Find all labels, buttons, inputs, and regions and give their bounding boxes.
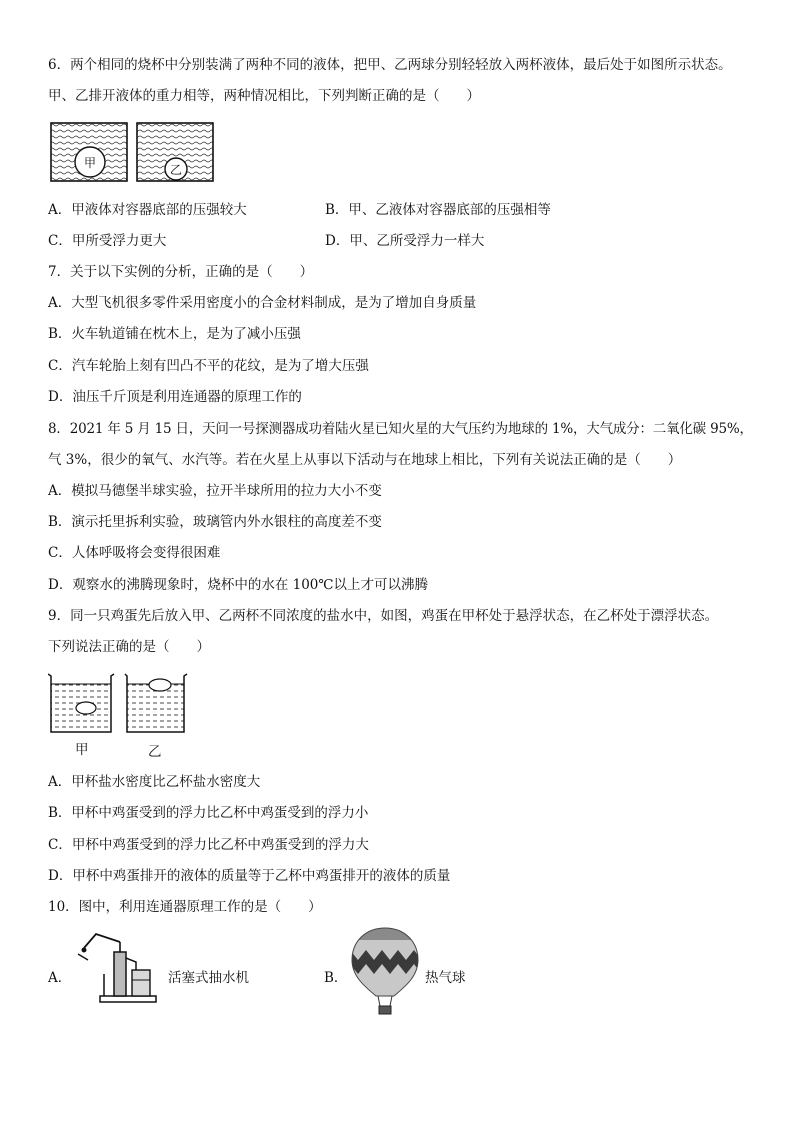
q7-stem: 7．关于以下实例的分析，正确的是（ ） <box>48 264 314 280</box>
q8-option-d: D．观察水的沸腾现象时，烧杯中的水在 100℃以上才可以沸腾 <box>48 577 428 593</box>
q6-beaker-figure <box>50 122 216 184</box>
q9-option-d: D．甲杯中鸡蛋排开的液体的质量等于乙杯中鸡蛋排开的液体的质量 <box>48 868 451 884</box>
q9-stem-line1: 9．同一只鸡蛋先后放入甲、乙两杯不同浓度的盐水中，如图，鸡蛋在甲杯处于悬浮状态，在乙杯处于漂浮状态。 <box>48 608 719 624</box>
q6-label-yi: 乙 <box>170 163 183 177</box>
q7-option-c: C．汽车轮胎上刻有凹凸不平的花纹，是为了增大压强 <box>48 358 369 374</box>
q8-option-c: C．人体呼吸将会变得很困难 <box>48 545 221 561</box>
q9-label-jia: 甲 <box>75 742 89 758</box>
q8-stem-line1: 8．2021 年 5 月 15 日，天问一号探测器成功着陆火星已知火星的大气压约为地球的 1%，大气成分：二氧化碳 95%， <box>48 421 753 437</box>
q10-stem: 10．图中，利用连通器原理工作的是（ ） <box>48 899 322 915</box>
q9-option-a: A．甲杯盐水密度比乙杯盐水密度大 <box>48 774 261 790</box>
q6-option-c: C．甲所受浮力更大 <box>48 233 167 249</box>
q6-stem-line2: 甲、乙排开液体的重力相等，两种情况相比，下列判断正确的是（ ） <box>48 88 480 104</box>
q10-option-a-letter: A． <box>48 970 72 986</box>
q7-option-b: B．火车轨道铺在枕木上，是为了减小压强 <box>48 326 301 342</box>
q6-stem-line1: 6．两个相同的烧杯中分别装满了两种不同的液体，把甲、乙两球分别轻轻放入两杯液体，最后处于如图所示状态。 <box>48 57 732 73</box>
q7-option-a: A．大型飞机很多零件采用密度小的合金材料制成，是为了增加自身质量 <box>48 295 477 311</box>
cup-yi <box>125 674 187 732</box>
cup-jia <box>48 674 114 732</box>
beaker-jia <box>51 123 127 181</box>
q6-option-d: D．甲、乙所受浮力一样大 <box>325 233 485 249</box>
q10-option-b-letter: B． <box>324 970 348 986</box>
q9-option-c: C．甲杯中鸡蛋受到的浮力比乙杯中鸡蛋受到的浮力大 <box>48 837 369 853</box>
q9-cup-figure <box>48 670 188 736</box>
q10-option-b-caption: 热气球 <box>425 970 466 986</box>
q7-option-d: D．油压千斤顶是利用连通器的原理工作的 <box>48 389 302 405</box>
q9-option-b: B．甲杯中鸡蛋受到的浮力比乙杯中鸡蛋受到的浮力小 <box>48 805 369 821</box>
q10-option-a-caption: 活塞式抽水机 <box>168 970 249 986</box>
q6-label-jia: 甲 <box>84 156 97 170</box>
hot-air-balloon-icon <box>350 926 420 1016</box>
q8-option-b: B．演示托里拆利实验，玻璃管内外水银柱的高度差不变 <box>48 514 382 530</box>
q6-option-b: B．甲、乙液体对容器底部的压强相等 <box>325 202 551 218</box>
piston-pump-icon <box>74 930 164 1006</box>
q8-option-a: A．模拟马德堡半球实验，拉开半球所用的拉力大小不变 <box>48 483 382 499</box>
q9-label-yi: 乙 <box>148 744 162 760</box>
q6-option-a: A．甲液体对容器底部的压强较大 <box>48 202 247 218</box>
q9-stem-line2: 下列说法正确的是（ ） <box>48 639 210 655</box>
q8-stem-line2: 气 3%，很少的氧气、水汽等。若在火星上从事以下活动与在地球上相比，下列有关说法正确的是（ ） <box>48 452 682 468</box>
